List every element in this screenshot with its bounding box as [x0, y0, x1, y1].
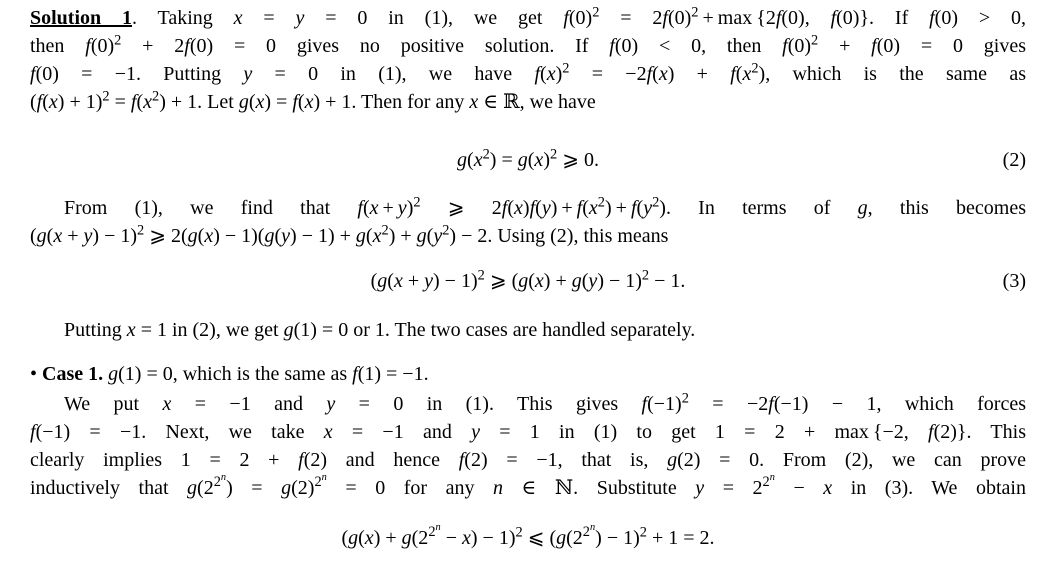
case-1-item — [30, 360, 1026, 388]
bullet-marker: • — [30, 363, 38, 385]
paragraph-intro — [30, 4, 1026, 116]
text-line: From (1), we find that $f(x + y)^2$ ⩾ $2f(x)f(y) + f(x^2) + f(y^2)$. In terms of g, this becomes — [64, 194, 1026, 219]
text-line: then $f(0)^2 + 2f(0) = 0$ gives no positive solution. If f(0) < 0, then $f(0)^2 + f(0) = 0$ gives — [30, 32, 1026, 57]
text-line: $(g(x + y) - 1)^2$ ⩾ $2(g(x) - 1)(g(y) - 1) + g(x^2) + g(y^2) - 2$. Using (2), this means — [30, 222, 669, 247]
paragraph-putting-x1 — [30, 316, 1026, 344]
equation-3-body: $(g(x + y) - 1)^2$ ⩾ $(g(x) + g(y) - 1)^2 - 1$. — [370, 267, 686, 292]
equation-final-body: $(g(x) + g(2^{2^n} - x) - 1)^2$ ⩽ $(g(2^{2^n}) - 1)^2 + 1 = 2$. — [341, 522, 715, 549]
paragraph-case-1-body — [30, 390, 1026, 502]
equation-2 — [30, 146, 1026, 174]
text-line: $(f(x) + 1)^2 = f(x^2) + 1$. Let g(x) = f(x) + 1. Then for any x ∈ ℝ, we have — [30, 88, 596, 113]
text-line: Solution 1. Taking x = y = 0 in (1), we get $f(0)^2 = 2f(0)^2 + \max \{2f(0)$, f(0)}. If f(0) > 0, — [30, 4, 1026, 29]
text-line: clearly implies 1 = 2 + f(2) and hence f(2) = −1, that is, g(2) = 0. From (2), we can prove — [30, 449, 1026, 471]
paragraph-from-1 — [30, 194, 1026, 250]
equation-2-body: $g(x^2) = g(x)^2$ ⩾ 0. — [457, 146, 599, 171]
equation-3 — [30, 267, 1026, 295]
equation-3-number: (3) — [1002, 270, 1026, 292]
text-line — [30, 360, 1026, 388]
text-line: Putting x = 1 in (2), we get g(1) = 0 or 1. The two cases are handled separately. — [64, 319, 696, 341]
text-line: We put x = −1 and y = 0 in (1). This gives $f(-1)^2 = -2f(-1) - 1$, which forces — [64, 390, 1026, 415]
text-line: inductively that $g(2^{2^n}) = g(2)^{2^n} = 0$ for any n ∈ ℕ. Substitute $y = 2^{2^n} - x$ in (3). We obtain — [30, 472, 1026, 499]
text-line: f(−1) = −1. Next, we take x = −1 and y = 1 in (1) to get 1 = 2 + max {−2, f(2)}. This — [30, 421, 1026, 443]
equation-2-number: (2) — [1002, 149, 1026, 171]
case-1-text: Case 1. g(1) = 0, which is the same as f(1) = −1. — [42, 363, 429, 385]
equation-final — [30, 524, 1026, 552]
text-line: f(0) = −1. Putting y = 0 in (1), we have $f(x)^2 = -2f(x) + f(x^2)$, which is the same as — [30, 60, 1026, 85]
